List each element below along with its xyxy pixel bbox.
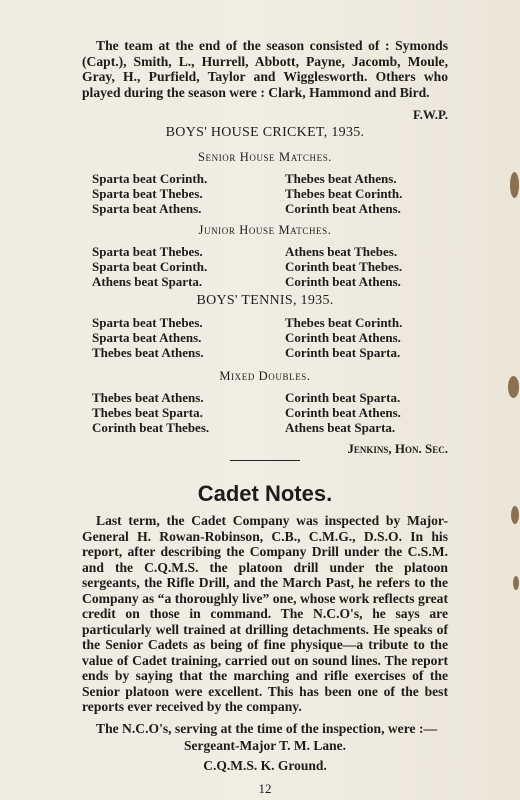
cricket-team-paragraph: The team at the end of the season consisted of : Symonds (Capt.), Smith, L., Hurrell, Abbott, Payne, Jacomb, Moule, Gray, H., Purfield, Taylor and Wigglesworth. Others who played during the season were : Clark, Hammond and Bird. [82, 38, 448, 100]
result-line: Corinth beat Athens. [285, 330, 401, 345]
section-divider [230, 460, 300, 461]
result-line: Corinth beat Athens. [285, 274, 401, 289]
foxing-stain [513, 576, 519, 590]
junior-results [82, 244, 448, 289]
nco-intro: The N.C.O's, serving at the time of the inspection, were :— [96, 720, 438, 736]
junior-results-left [82, 244, 285, 289]
senior-results-left [82, 171, 285, 216]
tennis-signature: Jenkins, Hon. Sec. [347, 441, 448, 456]
senior-house-heading: Senior House Matches. [197, 150, 333, 164]
section-divider-wrap [82, 460, 448, 461]
result-line: Sparta beat Corinth. [92, 259, 208, 274]
foxing-stain [511, 506, 519, 524]
foxing-stain [508, 376, 519, 398]
result-line: Corinth beat Sparta. [285, 390, 401, 405]
senior-results [82, 171, 448, 216]
result-line: Athens beat Thebes. [285, 244, 398, 259]
result-line: Sparta beat Thebes. [92, 315, 203, 330]
tennis-results-right [285, 315, 448, 360]
result-line: Corinth beat Thebes. [92, 420, 210, 435]
page-number: 12 [258, 781, 272, 796]
junior-house-heading: Junior House Matches. [198, 223, 332, 237]
result-line: Sparta beat Thebes. [92, 186, 203, 201]
result-line: Athens beat Sparta. [92, 274, 203, 289]
mixed-results-right [285, 390, 448, 435]
foxing-stain [510, 172, 519, 198]
result-line: Corinth beat Athens. [285, 405, 401, 420]
result-line: Corinth beat Thebes. [285, 259, 403, 274]
mixed-results-left [82, 390, 285, 435]
result-line: Thebes beat Athens. [92, 345, 204, 360]
boys-cricket-title: BOYS' HOUSE CRICKET, 1935. [165, 125, 365, 140]
result-line: Sparta beat Thebes. [92, 244, 203, 259]
result-line: Thebes beat Sparta. [92, 405, 203, 420]
result-line: Corinth beat Sparta. [285, 345, 401, 360]
result-line: Corinth beat Athens. [285, 201, 401, 216]
nco-line-1: Sergeant-Major T. M. Lane. [184, 738, 346, 753]
cadet-notes-title: Cadet Notes. [197, 481, 333, 506]
result-line: Thebes beat Athens. [285, 171, 397, 186]
result-line: Thebes beat Corinth. [285, 186, 403, 201]
tennis-results-left [82, 315, 285, 360]
mixed-results [82, 390, 448, 435]
junior-results-right [285, 244, 448, 289]
mixed-doubles-heading: Mixed Doubles. [219, 369, 311, 383]
boys-tennis-title: BOYS' TENNIS, 1935. [196, 293, 334, 308]
nco-line-2: C.Q.M.S. K. Ground. [203, 758, 327, 773]
cricket-signature: F.W.P. [412, 107, 448, 122]
result-line: Thebes beat Athens. [92, 390, 204, 405]
cadet-notes-body: Last term, the Cadet Company was inspected by Major-General H. Rowan-Robinson, C.B., C.M.G., D.S.O. In his report, after describing the Company Drill under the C.S.M. and the C.Q.M.S. the platoon drill under the platoon sergeants, the Rifle Drill, and the March Past, he refers to the Company as “a thoroughly live” one, whose work reflects great credit on those in command. The N.C.O's, he says are particularly well trained at drilling detachments. He speaks of the Senior Cadets as being of fine physique—a tribute to the value of Cadet training, carried out on sound lines. The report ends by saying that the marching and rifle exercises of the Senior platoon were excellent. This has been one of the best reports ever received by the company. [82, 513, 448, 714]
result-line: Athens beat Sparta. [285, 420, 396, 435]
result-line: Sparta beat Athens. [92, 330, 202, 345]
tennis-results [82, 315, 448, 360]
boys-cricket-section [82, 125, 448, 289]
cricket-team-section [82, 38, 448, 123]
cadet-notes-section [82, 481, 448, 797]
result-line: Sparta beat Athens. [92, 201, 202, 216]
boys-tennis-section [82, 293, 448, 457]
senior-results-right [285, 171, 448, 216]
result-line: Sparta beat Corinth. [92, 171, 208, 186]
result-line: Thebes beat Corinth. [285, 315, 403, 330]
